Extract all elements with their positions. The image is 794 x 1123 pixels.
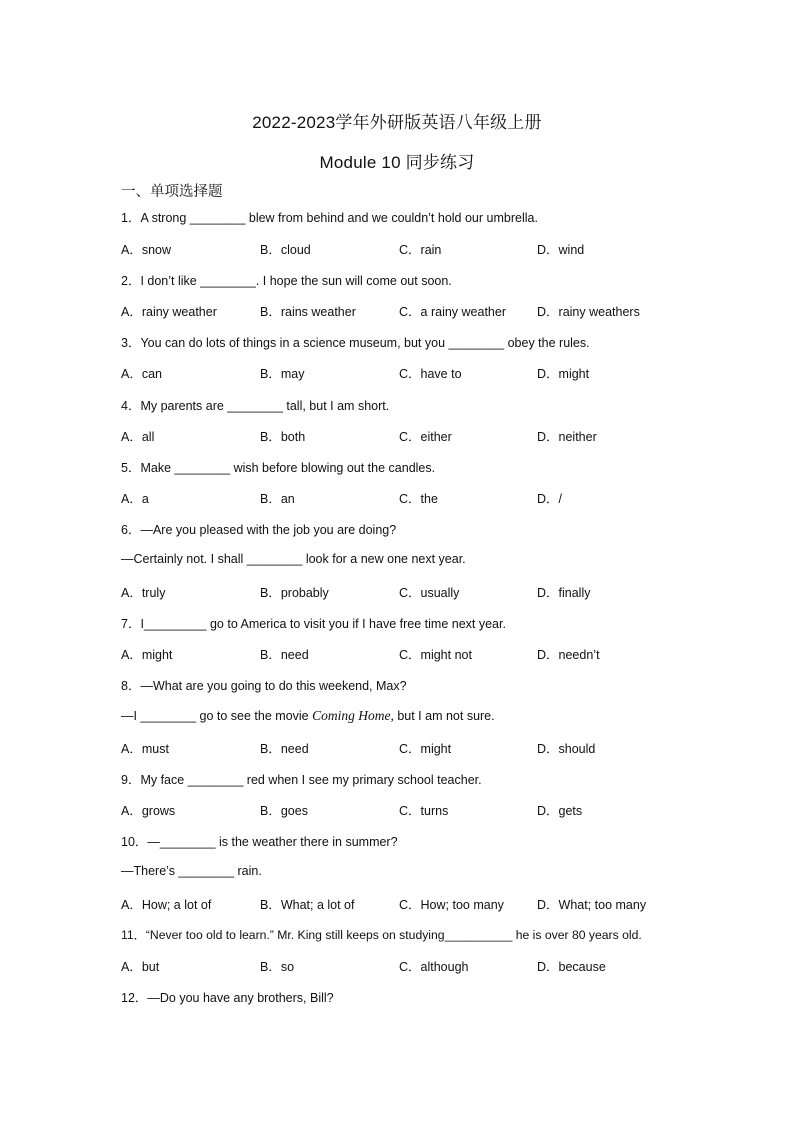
question-9-stem: 9．My face ________ red when I see my primary school teacher. <box>121 773 482 787</box>
option-b: B．need <box>260 742 309 756</box>
option-a: A．grows <box>121 804 176 818</box>
question-5-stem: 5．Make ________ wish before blowing out the candles. <box>121 461 436 475</box>
question-4-stem: 4．My parents are ________ tall, but I am short. <box>121 399 390 413</box>
option-a: A．must <box>121 742 169 756</box>
question-7-stem: 7．I_________ go to America to visit you if I have free time next year. <box>121 617 506 631</box>
option-c: C．although <box>399 960 469 974</box>
option-a: A．snow <box>121 243 172 257</box>
option-c: C．How; too many <box>399 898 504 912</box>
option-b: B．need <box>260 648 309 662</box>
question-6-reply: —Certainly not. I shall ________ look for a new one next year. <box>121 552 466 566</box>
option-c: C．usually <box>399 586 460 600</box>
option-b: B．What; a lot of <box>260 898 355 912</box>
option-d: D．wind <box>537 243 585 257</box>
option-b: B．an <box>260 492 295 506</box>
option-a: A．but <box>121 960 160 974</box>
option-c: C．a rainy weather <box>399 305 506 319</box>
option-d: D．should <box>537 742 596 756</box>
option-c: C．rain <box>399 243 442 257</box>
option-b: B．rains weather <box>260 305 356 319</box>
question-12-stem: 12．—Do you have any brothers, Bill? <box>121 991 334 1005</box>
option-b: B．cloud <box>260 243 311 257</box>
option-d: D．needn’t <box>537 648 600 662</box>
question-11-options <box>121 957 701 975</box>
question-6-options <box>121 583 701 601</box>
section-heading: 一、单项选择题 <box>121 184 223 200</box>
option-b: B．both <box>260 430 306 444</box>
question-3-options <box>121 364 701 382</box>
option-b: B．may <box>260 367 305 381</box>
question-1-options <box>121 240 701 258</box>
question-8-reply <box>121 708 495 724</box>
question-1-stem: 1．A strong ________ blew from behind and we couldn’t hold our umbrella. <box>121 211 538 225</box>
option-a: A．a <box>121 492 149 506</box>
option-c: C．the <box>399 492 438 506</box>
option-c: C．have to <box>399 367 462 381</box>
option-a: A．rainy weather <box>121 305 217 319</box>
option-d: D．What; too many <box>537 898 647 912</box>
question-7-options <box>121 645 701 663</box>
question-2-options <box>121 302 701 320</box>
question-8-options <box>121 739 701 757</box>
question-4-options <box>121 427 701 445</box>
question-11-stem: 11．“Never too old to learn.” Mr. King still keeps on studying__________ he is over 80 years old. <box>121 928 642 942</box>
option-a: A．might <box>121 648 173 662</box>
question-10-options <box>121 895 701 913</box>
movie-title: Coming Home, <box>312 708 394 723</box>
question-5-options <box>121 489 701 507</box>
option-a: A．How; a lot of <box>121 898 212 912</box>
option-d: D．rainy weathers <box>537 305 640 319</box>
question-8-stem: 8．—What are you going to do this weekend, Max? <box>121 679 407 693</box>
option-c: C．turns <box>399 804 449 818</box>
option-b: B．so <box>260 960 295 974</box>
option-b: B．goes <box>260 804 308 818</box>
option-c: C．might <box>399 742 452 756</box>
option-d: D．gets <box>537 804 583 818</box>
option-c: C．might not <box>399 648 472 662</box>
option-a: A．all <box>121 430 155 444</box>
question-3-stem: 3．You can do lots of things in a science museum, but you ________ obey the rules. <box>121 336 590 350</box>
option-a: A．can <box>121 367 162 381</box>
reply-text-start: —I ________ go to see the movie <box>121 709 313 723</box>
question-2-stem: 2．I don’t like ________. I hope the sun will come out soon. <box>121 274 452 288</box>
question-9-options <box>121 801 701 819</box>
question-10-stem: 10．—________ is the weather there in summer? <box>121 835 398 849</box>
question-10-reply: —There’s ________ rain. <box>121 864 262 878</box>
reply-text-end: but I am not sure. <box>393 709 495 723</box>
option-d: D．finally <box>537 586 591 600</box>
option-d: D．because <box>537 960 606 974</box>
option-a: A．truly <box>121 586 166 600</box>
option-d: D．might <box>537 367 590 381</box>
option-c: C．either <box>399 430 452 444</box>
option-d: D．neither <box>537 430 597 444</box>
document-title: 2022-2023学年外研版英语八年级上册 <box>252 113 542 132</box>
document-subtitle: Module 10 同步练习 <box>319 153 475 172</box>
question-6-stem: 6．—Are you pleased with the job you are doing? <box>121 523 397 537</box>
option-b: B．probably <box>260 586 329 600</box>
option-d: D．/ <box>537 492 563 506</box>
